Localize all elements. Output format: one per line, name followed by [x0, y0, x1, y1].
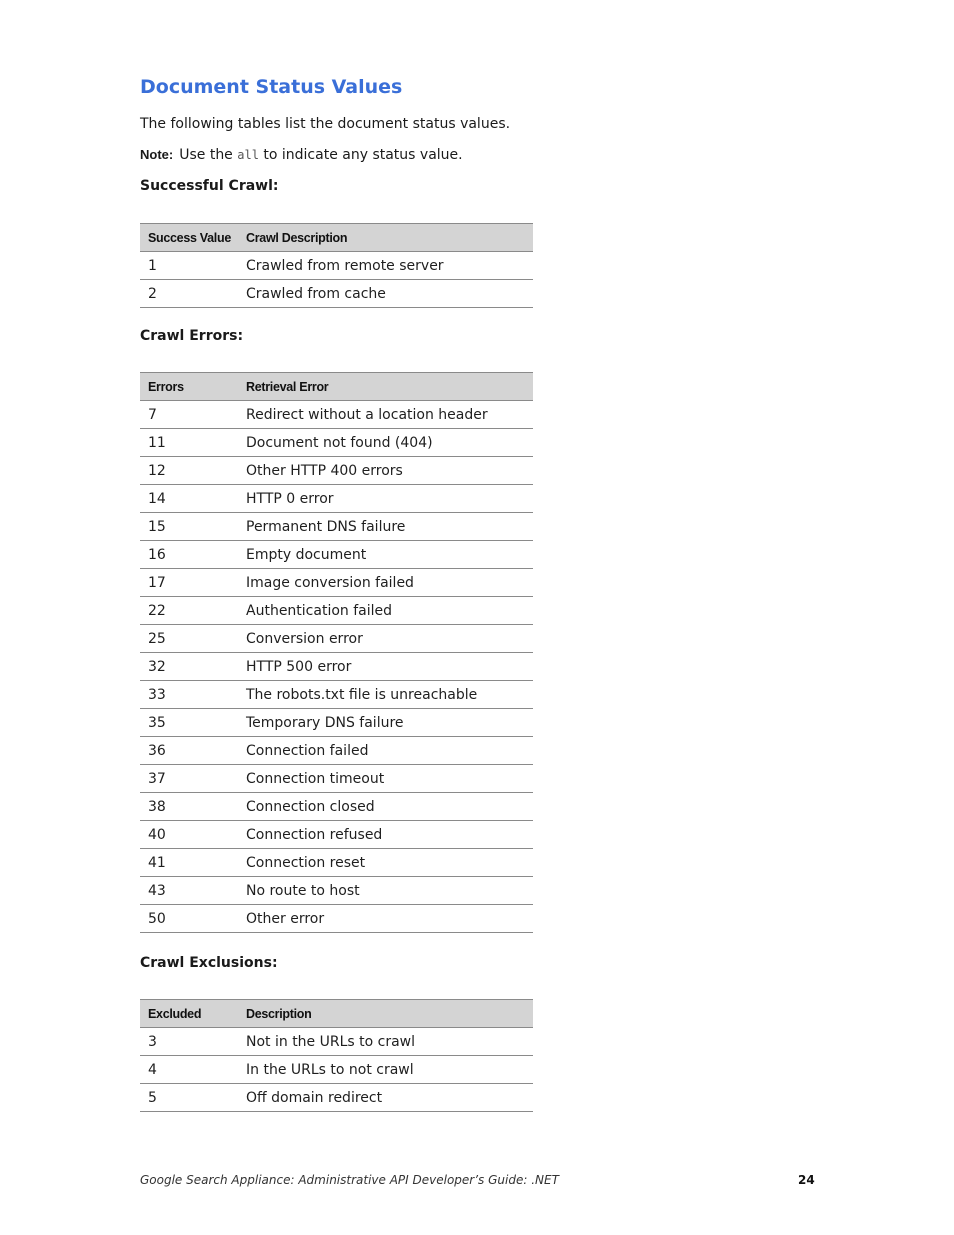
description-cell: Not in the URLs to crawl — [238, 1028, 533, 1056]
column-header: Excluded — [140, 1000, 238, 1028]
description-cell: Redirect without a location header — [238, 401, 533, 429]
code-cell: 40 — [140, 821, 238, 849]
table-row — [140, 485, 533, 513]
code-cell: 12 — [140, 457, 238, 485]
table-row — [140, 709, 533, 737]
table-row — [140, 513, 533, 541]
description-cell: Other HTTP 400 errors — [238, 457, 533, 485]
note-text-before: Use the — [179, 147, 238, 163]
code-cell: 1 — [140, 252, 238, 280]
table-row — [140, 401, 533, 429]
footer-title: Google Search Appliance: Administrative API Developer’s Guide: .NET — [140, 1173, 559, 1187]
code-cell: 37 — [140, 765, 238, 793]
description-cell: HTTP 500 error — [238, 653, 533, 681]
description-cell: Conversion error — [238, 625, 533, 653]
note-paragraph — [140, 146, 463, 164]
note-text-after: to indicate any status value. — [258, 147, 463, 163]
table-row — [140, 793, 533, 821]
code-cell: 11 — [140, 429, 238, 457]
description-cell: Image conversion failed — [238, 569, 533, 597]
description-cell: Off domain redirect — [238, 1084, 533, 1112]
table-row — [140, 681, 533, 709]
table-row — [140, 877, 533, 905]
table-row — [140, 625, 533, 653]
code-cell: 7 — [140, 401, 238, 429]
table-row — [140, 252, 533, 280]
description-cell: Connection closed — [238, 793, 533, 821]
code-cell: 36 — [140, 737, 238, 765]
column-header: Crawl Description — [238, 224, 533, 252]
code-cell: 3 — [140, 1028, 238, 1056]
description-cell: Crawled from remote server — [238, 252, 533, 280]
table-row — [140, 457, 533, 485]
code-cell: 50 — [140, 905, 238, 933]
table-row — [140, 905, 533, 933]
column-header: Retrieval Error — [238, 373, 533, 401]
table-row — [140, 653, 533, 681]
table-body — [140, 1028, 533, 1112]
description-cell: In the URLs to not crawl — [238, 1056, 533, 1084]
intro-paragraph: The following tables list the document status values. — [140, 116, 511, 132]
description-cell: Other error — [238, 905, 533, 933]
page-number: 24 — [798, 1173, 815, 1187]
description-cell: Connection failed — [238, 737, 533, 765]
successful-crawl-heading: Successful Crawl: — [140, 178, 279, 194]
crawl-exclusions-heading: Crawl Exclusions: — [140, 955, 278, 971]
table-row — [140, 569, 533, 597]
table-header-row — [140, 1000, 533, 1028]
column-header: Success Value — [140, 224, 238, 252]
code-cell: 25 — [140, 625, 238, 653]
description-cell: Connection reset — [238, 849, 533, 877]
description-cell: Connection timeout — [238, 765, 533, 793]
note-label: Note: — [140, 147, 174, 162]
code-cell: 15 — [140, 513, 238, 541]
table-body — [140, 252, 533, 308]
table-row — [140, 280, 533, 308]
description-cell: Temporary DNS failure — [238, 709, 533, 737]
code-cell: 16 — [140, 541, 238, 569]
table-row — [140, 765, 533, 793]
code-cell: 32 — [140, 653, 238, 681]
description-cell: Empty document — [238, 541, 533, 569]
description-cell: HTTP 0 error — [238, 485, 533, 513]
code-cell: 4 — [140, 1056, 238, 1084]
crawl-errors-table — [140, 372, 533, 933]
table-row — [140, 1084, 533, 1112]
code-cell: 5 — [140, 1084, 238, 1112]
table-row — [140, 597, 533, 625]
table-row — [140, 821, 533, 849]
table-header-row — [140, 224, 533, 252]
description-cell: Crawled from cache — [238, 280, 533, 308]
column-header: Description — [238, 1000, 533, 1028]
code-cell: 17 — [140, 569, 238, 597]
description-cell: Connection refused — [238, 821, 533, 849]
code-cell: 43 — [140, 877, 238, 905]
code-cell: 33 — [140, 681, 238, 709]
page-title: Document Status Values — [140, 76, 403, 98]
description-cell: The robots.txt file is unreachable — [238, 681, 533, 709]
crawl-exclusions-table — [140, 999, 533, 1112]
code-cell: 41 — [140, 849, 238, 877]
code-cell: 2 — [140, 280, 238, 308]
crawl-errors-heading: Crawl Errors: — [140, 328, 244, 344]
table-row — [140, 849, 533, 877]
table-row — [140, 1056, 533, 1084]
column-header: Errors — [140, 373, 238, 401]
table-row — [140, 429, 533, 457]
table-row — [140, 1028, 533, 1056]
code-cell: 22 — [140, 597, 238, 625]
table-row — [140, 737, 533, 765]
description-cell: Permanent DNS failure — [238, 513, 533, 541]
note-code: all — [237, 148, 259, 162]
code-cell: 38 — [140, 793, 238, 821]
table-header-row — [140, 373, 533, 401]
table-row — [140, 541, 533, 569]
code-cell: 14 — [140, 485, 238, 513]
description-cell: Document not found (404) — [238, 429, 533, 457]
table-body — [140, 401, 533, 933]
code-cell: 35 — [140, 709, 238, 737]
description-cell: Authentication failed — [238, 597, 533, 625]
description-cell: No route to host — [238, 877, 533, 905]
successful-crawl-table — [140, 223, 533, 308]
